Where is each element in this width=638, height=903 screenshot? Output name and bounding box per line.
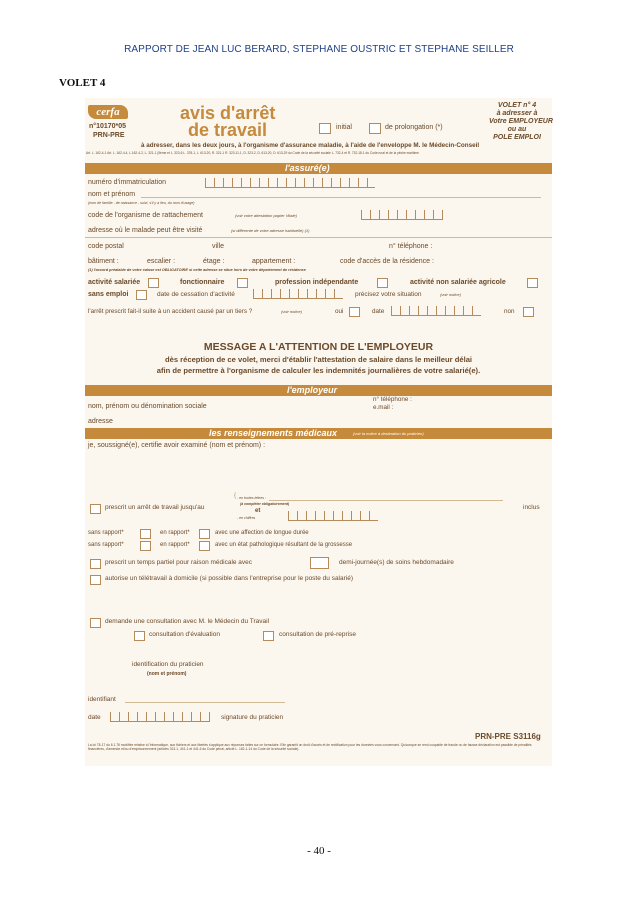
adresse-visite-hint: (si différente de votre adresse habituelle) (1)	[231, 228, 310, 233]
independante-checkbox[interactable]	[377, 278, 388, 288]
chiffres-label: - en chiffres	[237, 516, 256, 520]
immat-field[interactable]	[205, 178, 375, 188]
volet-label: VOLET 4	[59, 77, 106, 89]
inclus-label: inclus	[523, 504, 540, 511]
date-fin-field[interactable]	[288, 511, 378, 521]
demi-journees-field[interactable]	[310, 557, 329, 569]
legal-references: Art. L. 162-4-1 Art. L. 162-4-4, L.162-4-2, L. 321-1 (5ème et L. 323-6 L. 378-1, L. 613-20, R. 321-1 R. 323-11-1, D. 323-2, D. 613-20, D. 613-29 du Code de la sécurité sociale L. 732-4 et R. 732-18-1 du Code rural et de la pêche maritime	[86, 151, 419, 155]
batiment-label: bâtiment :	[88, 258, 119, 265]
temps-partiel-label: prescrit un temps partiel pour raison médicale avec	[105, 559, 253, 566]
sans-emploi-checkbox[interactable]	[136, 290, 147, 300]
longue-duree-label: avec une affection de longue durée	[215, 530, 309, 536]
code-org-field[interactable]	[361, 210, 443, 220]
medecin-travail-label: demande une consultation avec M. le Médecin du Travail	[105, 618, 270, 625]
demi-journees-label: demi-journée(s) de soins hebdomadaire	[339, 559, 454, 566]
signature-date-field[interactable]	[110, 712, 210, 722]
fonctionnaire-label: fonctionnaire	[180, 279, 225, 286]
sans-emploi-label: sans emploi	[88, 291, 129, 298]
date-cessation-label: date de cessation d'activité	[157, 291, 235, 298]
accident-non-label: non	[504, 308, 515, 315]
medical-bar-title: les renseignements médicaux	[209, 428, 338, 438]
cerfa-logo: cerfa	[88, 105, 128, 119]
nom-label: nom et prénom	[88, 191, 136, 198]
evaluation-checkbox[interactable]	[134, 631, 145, 641]
en-rapport-1-checkbox[interactable]	[199, 529, 210, 539]
assure-bar-title: l'assuré(e)	[285, 163, 330, 173]
certify-label: je, soussigné(e), certifie avoir examiné (nom et prénom) :	[88, 442, 266, 449]
teletravail-checkbox[interactable]	[90, 575, 101, 585]
form-title-2: de travail	[188, 120, 268, 140]
telephone-label: n° téléphone :	[389, 243, 433, 250]
teletravail-label: autorise un télétravail à domicile (si possible dans l'entreprise pour le poste du salarié)	[105, 575, 354, 582]
non-salariee-label: activité non salariée agricole	[410, 279, 506, 286]
accident-date-field[interactable]	[391, 306, 481, 316]
form-code: PRN-PRE	[93, 132, 125, 139]
message-line-2: afin de permettre à l'organisme de calculer les indemnités journalières de votre salarié(e).	[156, 366, 481, 375]
report-header: RAPPORT DE JEAN LUC BERARD, STEPHANE OUSTRIC ET STEPHANE SEILLER	[124, 44, 514, 55]
sans-rapport-1: sans rapport*	[88, 530, 124, 536]
nom-hint: (nom de famille - de naissance - suivi, s'il y a lieu, du nom d'usage)	[88, 201, 195, 205]
form-number: n°10170*05	[89, 123, 127, 130]
signature-label: signature du praticien	[221, 714, 284, 721]
pre-reprise-label: consultation de pré-reprise	[279, 631, 356, 638]
en-rapport-1: en rapport*	[160, 530, 190, 536]
salariee-checkbox[interactable]	[148, 278, 159, 288]
sans-rapport-1-checkbox[interactable]	[140, 529, 151, 539]
toutes-lettres-label: - en toutes lettres :	[237, 496, 266, 500]
en-rapport-2-checkbox[interactable]	[199, 541, 210, 551]
medical-bar-hint: (voir la notice à destination du praticien)	[353, 431, 424, 436]
accord-note: (1) l'accord préalable de votre caisse est OBLIGATOIRE si cette adresse se situe hors de votre département de résidence	[88, 268, 306, 272]
prolongation-checkbox[interactable]	[369, 123, 381, 134]
etage-label: étage :	[203, 258, 225, 265]
non-salariee-checkbox[interactable]	[527, 278, 538, 288]
form-title-1: avis d'arrêt	[180, 103, 276, 123]
employeur-bar	[85, 385, 552, 396]
employeur-adresse-label: adresse	[88, 418, 113, 425]
code-org-label: code de l'organisme de rattachement	[88, 212, 203, 219]
accident-non-checkbox[interactable]	[523, 307, 534, 317]
employeur-nom-label: nom, prénom ou dénomination sociale	[88, 403, 207, 410]
accident-label: l'arrêt prescrit fait-il suite à un accident causé par un tiers ?	[88, 308, 253, 315]
signature-date-label: date	[88, 714, 101, 721]
footer-legal-text: La loi 78-17 du 6.1.78 modifiée relative à l'informatique, aux fichiers et aux libertés s'applique aux réponses faites sur ce formulaire. Elle garantit un droit d'accès et de rectification pour les données vous concernant. Quiconque se rend coupable de fraude ou de fausse déclaration est passible de pénalités financières, d'amende et/ou d'emprisonnement (articles 313-1, 441-1 et 441-6 du Code pénal, article L. 162-1-14 du Code de la sécurité sociale).	[88, 743, 532, 752]
page-number: - 40 -	[307, 845, 331, 857]
date-cessation-field[interactable]	[253, 289, 343, 299]
volet-line-3: Votre EMPLOYEUR	[489, 118, 553, 125]
nom-field[interactable]	[141, 197, 541, 198]
volet-line-5: POLE EMPLOI	[493, 134, 541, 141]
prolongation-label: de prolongation (*)	[385, 124, 443, 131]
sans-rapport-2-checkbox[interactable]	[140, 541, 151, 551]
employeur-bar-title: l'employeur	[287, 385, 338, 395]
et-label: et	[255, 508, 261, 514]
temps-partiel-checkbox[interactable]	[90, 559, 101, 569]
pre-reprise-checkbox[interactable]	[263, 631, 274, 641]
ville-label: ville	[212, 243, 225, 250]
evaluation-label: consultation d'évaluation	[149, 631, 220, 638]
precisez-hint: (voir notice)	[440, 292, 461, 297]
send-instruction: à adresser, dans les deux jours, à l'organisme d'assurance maladie, à l'aide de l'enveloppe M. le Médecin-Conseil	[141, 142, 480, 149]
message-line-1: dès réception de ce volet, merci d'établir l'attestation de salaire dans le meilleur délai	[164, 355, 473, 364]
escalier-label: escalier :	[147, 258, 176, 265]
accident-hint: (voir notice)	[281, 309, 302, 314]
completer-label: (à compléter obligatoirement)	[240, 502, 290, 506]
employeur-tel-label: n° téléphone :	[373, 396, 412, 403]
grossesse-label: avec un état pathologique résultant de la grossesse	[215, 542, 353, 548]
employeur-email-label: e.mail :	[373, 404, 394, 411]
ident-praticien-label: identification du praticien	[132, 661, 204, 668]
prescrit-label: prescrit un arrêt de travail jusqu'au	[105, 504, 205, 511]
adresse-visite-field[interactable]	[85, 237, 552, 238]
volet-line-2: à adresser à	[496, 110, 538, 117]
accident-date-label: date	[372, 308, 385, 315]
date-lettres-field[interactable]	[269, 500, 503, 501]
precisez-label: précisez votre situation	[355, 291, 422, 298]
initial-label: initial	[336, 124, 352, 131]
prescrit-checkbox[interactable]	[90, 504, 101, 514]
sans-rapport-2: sans rapport*	[88, 542, 124, 548]
independante-label: profession indépendante	[275, 279, 359, 286]
message-title: MESSAGE A L'ATTENTION DE L'EMPLOYEUR	[203, 341, 434, 353]
code-org-hint: (voir votre attestation papier Vitale)	[235, 213, 297, 218]
appartement-label: appartement :	[252, 258, 296, 265]
code-postal-label: code postal	[88, 243, 124, 250]
medical-bar	[85, 428, 552, 439]
adresse-visite-label: adresse où le malade peut être visité	[88, 227, 203, 234]
accident-oui-label: oui	[335, 308, 344, 315]
ident-praticien-sub: (nom et prénom)	[147, 671, 187, 677]
fonctionnaire-checkbox[interactable]	[237, 278, 248, 288]
assure-bar	[85, 163, 552, 174]
initial-checkbox[interactable]	[319, 123, 331, 134]
identifiant-field[interactable]	[125, 702, 285, 703]
salariee-label: activité salariée	[88, 279, 141, 286]
en-rapport-2: en rapport*	[160, 542, 190, 548]
identifiant-label: identifiant	[88, 696, 116, 703]
volet-line-1: VOLET n° 4	[497, 102, 537, 109]
accident-oui-checkbox[interactable]	[349, 307, 360, 317]
immat-label: numéro d'immatriculation	[88, 179, 166, 186]
cerfa-form-image: cerfa n°10170*05 PRN-PRE avis d'arrêt de travail initial de prolongation (*) VOLET n° 4 à adresser à Votre EMPLOYEUR ou au POLE EMPLOI à adresser, dans les deux jours, à l'organisme d'assurance maladie, à l'aide de l'enveloppe M. le Médecin-Conseil Art. L. 162-4-1 Art. L. 162-4-4, L.162-4-2, L. 321-1 (5ème et L. 323-6 L. 378-1, L. 613-20, R. 321-1 R. 323-11-1, D. 323-2, D. 613-20, D. 613-29 du Code de la sécurité sociale L. 732-4 et R. 732-18-1 du Code rural et de la pêche maritime l'assuré(e) numéro d'immatriculation nom et prénom (nom de famille - de naissance - suivi, s'il y a lieu, du nom d'usage) code de l'organisme de rattachement (voir votre attestation papier Vitale) adresse où le malade peut être visité (si différente de votre adresse habituelle) (1) code postal ville n° téléphone : bâtiment : escalier : étage : appartement : code d'accès de la résidence : (1) l'accord préalable de votre caisse est OBLIGATOIRE si cette adresse se situe hors de votre département de résidence activité salariée fonctionnaire profession indépendante activité non salariée agricole sans emploi date de cessation d'activité précisez votre situation (voir notice) l'arrêt prescrit fait-il suite à un accident causé par un tiers ? (voir notice) oui date non MESSAGE A L'ATTENTION DE L'EMPLOYEUR dès réception de ce volet, merci d'établir l'attestation de salaire dans le meilleur délai afin de permettre à l'organisme de calculer les indemnités journalières de votre salarié(e). l'employeur nom, prénom ou dénomination sociale n° téléphone : e.mail : adresse les renseignements médicaux (voir la notice à destination du praticien) je, soussigné(e), certifie avoir examiné (nom et prénom) : prescrit un arrêt de travail jusqu'au { - en toutes lettres : (à compléter obligatoirement) et - en chiffres inclus sans rapport* en rapport* avec une affection de longue durée sans rapport* en rapport* avec un état pathologique résultant de la grossesse prescrit un temps partiel pour raison médicale avec demi-journée(s) de soins hebdomadaire autorise un télétravail à domicile (si possible dans l'entreprise pour le poste du salarié) demande une consultation avec M. le Médecin du Travail consultation d'évaluation consultation de pré-reprise identification du praticien (nom et prénom) identifiant date signature du praticien PRN-PRE S3116g La loi 78-17 du 6.1.78 modifiée relative à l'informatique, aux fichiers et aux libertés s'applique aux réponses faites sur ce formulaire. Elle garantit un droit d'accès et de rectification pour les données vous concernant. Quiconque se rend coupable de fraude ou de fausse déclaration est passible de pénalités financières, d'amende et/ou d'emprisonnement (articles 313-1, 441-1 et 441-6 du Code pénal, article L. 162-1-14 du Code de la sécurité sociale).	[85, 98, 552, 766]
code-acces-label: code d'accès de la résidence :	[340, 258, 434, 265]
footer-code: PRN-PRE S3116g	[475, 732, 541, 741]
volet-line-4: ou au	[507, 126, 527, 133]
medecin-travail-checkbox[interactable]	[90, 618, 101, 628]
